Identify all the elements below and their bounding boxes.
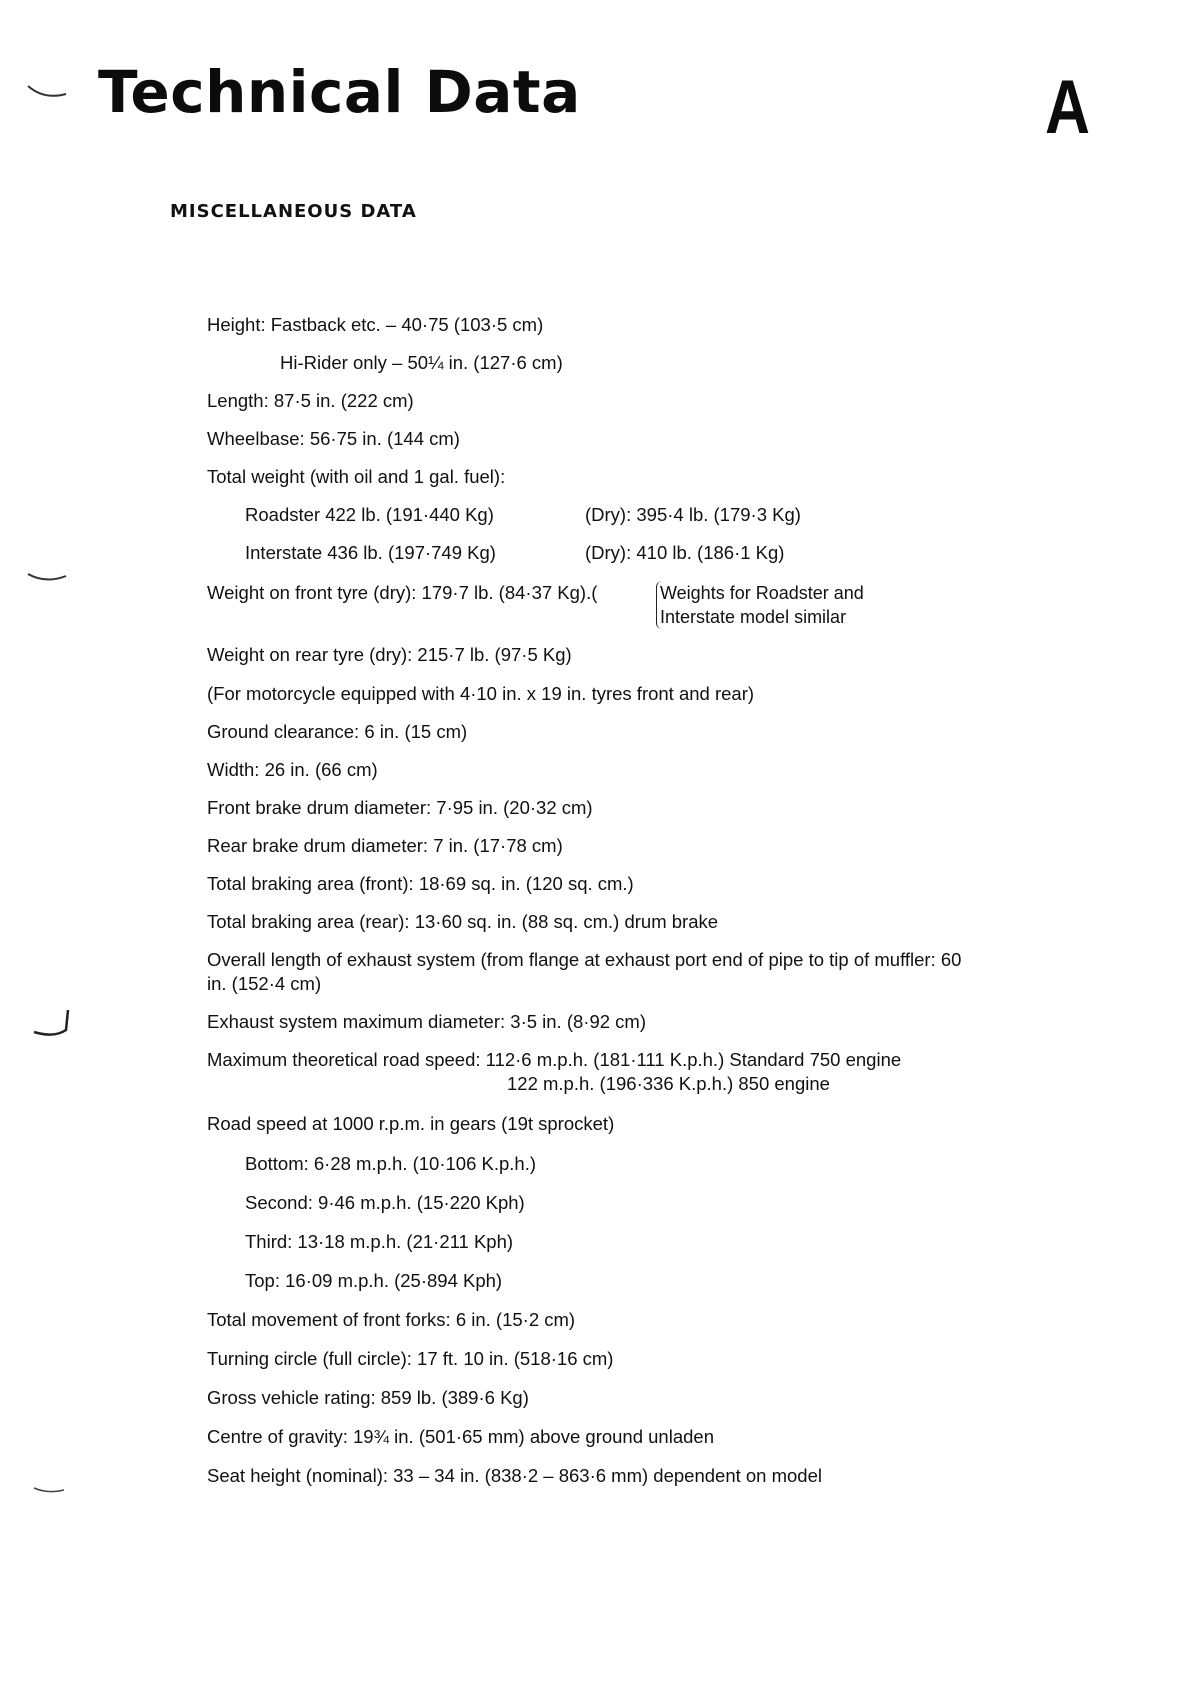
wheelbase: Wheelbase: 56·75 in. (144 cm) [207,428,460,449]
road-speed-heading: Road speed at 1000 r.p.m. in gears (19t sprocket) [207,1113,615,1134]
front-tyre-note-line-2: Interstate model similar [660,607,847,627]
max-speed-850: 122 m.p.h. (196·336 K.p.h.) 850 engine [507,1073,830,1094]
braking-area-rear: Total braking area (rear): 13·60 sq. in. (88 sq. cm.) drum brake [207,911,719,932]
length: Length: 87·5 in. (222 cm) [207,390,414,411]
rear-tyre-weight: Weight on rear tyre (dry): 215·7 lb. (97·5 Kg) [207,644,572,665]
gear-top: Top: 16·09 m.p.h. (25·894 Kph) [245,1270,503,1291]
section-letter: A [1045,65,1091,150]
width: Width: 26 in. (66 cm) [207,759,378,780]
binding-mark-3 [30,1002,76,1042]
interstate-weight: Interstate 436 lb. (197·749 Kg) [245,542,496,563]
height-hirider: Hi-Rider only – 50¼ in. (127·6 cm) [280,352,563,373]
roadster-weight: Roadster 422 lb. (191·440 Kg) [245,504,494,525]
front-tyre-weight: Weight on front tyre (dry): 179·7 lb. (84·37 Kg).( [207,582,598,603]
exhaust-length: Overall length of exhaust system (from flange at exhaust port end of pipe to tip of muffler: 60 in. (152·4 cm) [207,949,962,994]
turning-circle: Turning circle (full circle): 17 ft. 10 in. (518·16 cm) [207,1348,614,1369]
interstate-dry-weight: (Dry): 410 lb. (186·1 Kg) [585,542,785,563]
fork-movement: Total movement of front forks: 6 in. (15·2 cm) [207,1309,576,1330]
height-fastback: Height: Fastback etc. – 40·75 (103·5 cm) [207,314,544,335]
exhaust-diameter: Exhaust system maximum diameter: 3·5 in. (8·92 cm) [207,1011,646,1032]
binding-mark-4 [30,1480,70,1500]
max-speed-750: Maximum theoretical road speed: 112·6 m.p.h. (181·111 K.p.h.) Standard 750 engine [207,1049,902,1070]
total-weight: Total weight (with oil and 1 gal. fuel): [207,466,506,487]
section-heading: MISCELLANEOUS DATA [170,201,417,222]
gear-third: Third: 13·18 m.p.h. (21·211 Kph) [245,1231,514,1252]
gear-bottom: Bottom: 6·28 m.p.h. (10·106 K.p.h.) [245,1153,537,1174]
front-brake-diameter: Front brake drum diameter: 7·95 in. (20·32 cm) [207,797,593,818]
tyre-note: (For motorcycle equipped with 4·10 in. x 19 in. tyres front and rear) [207,683,755,704]
front-tyre-note-line-1: Weights for Roadster and [660,583,864,603]
seat-height: Seat height (nominal): 33 – 34 in. (838·2 – 863·6 mm) dependent on model [207,1465,822,1486]
gross-vehicle-rating: Gross vehicle rating: 859 lb. (389·6 Kg) [207,1387,529,1408]
binding-mark-2 [24,566,70,590]
binding-mark-1 [24,80,70,104]
centre-of-gravity: Centre of gravity: 19¾ in. (501·65 mm) above ground unladen [207,1426,714,1447]
ground-clearance: Ground clearance: 6 in. (15 cm) [207,721,468,742]
rear-brake-diameter: Rear brake drum diameter: 7 in. (17·78 cm) [207,835,563,856]
page-title: Technical Data [98,58,581,126]
front-tyre-note [656,581,864,629]
roadster-dry-weight: (Dry): 395·4 lb. (179·3 Kg) [585,504,801,525]
braking-area-front: Total braking area (front): 18·69 sq. in. (120 sq. cm.) [207,873,634,894]
gear-second: Second: 9·46 m.p.h. (15·220 Kph) [245,1192,525,1213]
